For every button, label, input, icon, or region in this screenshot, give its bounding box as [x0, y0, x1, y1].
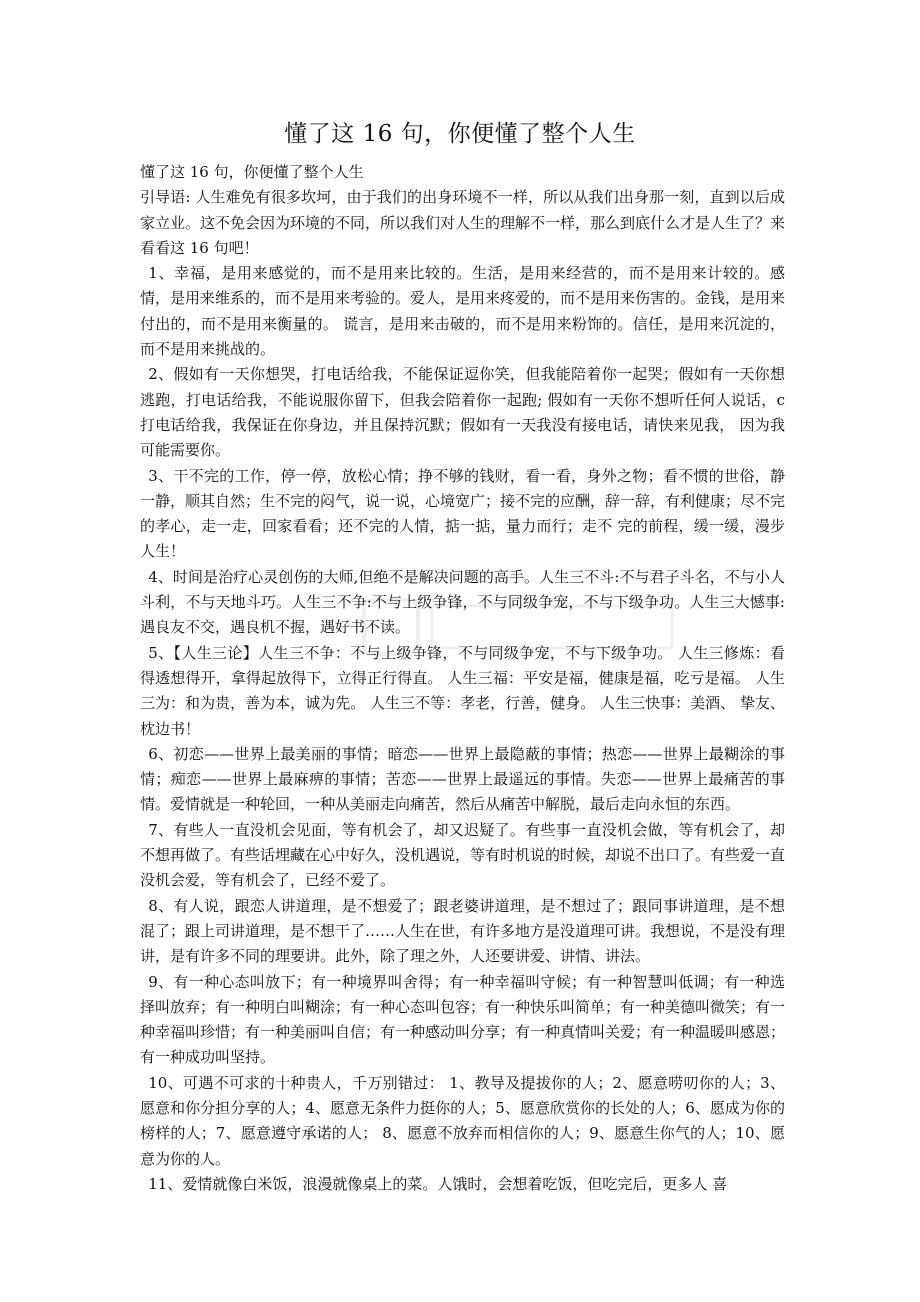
paragraph-intro: 引导语: 人生难免有很多坎坷，由于我们的出身环境不一样，所以从我们出身那一刻，直到以后成家立业。这不免会因为环境的不同，所以我们对人生的理解不一样，那么到底什么才是人生了？来看看这 16 句吧！ — [140, 188, 786, 257]
paragraph-item-10: 10、可遇不可求的十种贵人，千万别错过： 1、教导及提拔你的人；2、愿意唠叨你的人；3、愿意和你分担分享的人；4、愿意无条件力挺你的人；5、愿意欣赏你的长处的人；6、愿成为你的榜样的人；7、愿意遵守承诺的人； 8、愿意不放弃而相信你的人；9、愿意生你气的人；10、愿意为你的人。 — [140, 1073, 785, 1168]
document-body — [140, 160, 785, 1197]
paragraph-item-2: 2、假如有一天你想哭，打电话给我，不能保证逗你笑，但我能陪着你一起哭；假如有一天你想逃跑，打电话给我，不能说服你留下，但我会陪着你一起跑; 假如有一天你不想听任何人说话，c 打电话给我，我保证在你身边，并且保持沉默；假如有一天我没有接电话，请快来见我， 因为我可能需要你。 — [140, 365, 785, 460]
paragraph-item-1: 1、幸福，是用来感觉的，而不是用来比较的。生活，是用来经营的，而不是用来计较的。感情，是用来维系的，而不是用来考验的。爱人，是用来疼爱的，而不是用来伤害的。金钱，是用来付出的，而不是用来衡量的。 谎言，是用来击破的，而不是用来粉饰的。信任，是用来沉淀的，而不是用来挑战的。 — [140, 264, 786, 359]
paragraph-item-7: 7、有些人一直没机会见面，等有机会了，却又迟疑了。有些事一直没机会做，等有机会了，却不想再做了。有些话埋藏在心中好久，没机遇说，等有时机说的时候，却说不出口了。有些爱一直没机会爱，等有机会了，已经不爱了。 — [140, 820, 786, 890]
paragraph-item-11: 11、爱情就像白米饭，浪漫就像桌上的菜。人饿时，会想着吃饭，但吃完后，更多人 喜 — [148, 1174, 728, 1193]
paragraph-item-3: 3、干不完的工作，停一停，放松心情；挣不够的钱财，看一看，身外之物；看不惯的世俗，静一静，顺其自然；生不完的闷气，说一说，心境宽广；接不完的应酬，辞一辞，有利健康；尽不完的孝心，走一走，回家看看；还不完的人情，掂一掂，量力而行；走不 完的前程，缓一缓，漫步人生！ — [140, 466, 786, 561]
paragraph-item-9: 9、有一种心态叫放下；有一种境界叫舍得；有一种幸福叫守候；有一种智慧叫低调；有一种选择叫放弃；有一种明白叫糊涂；有一种心态叫包容；有一种快乐叫简单；有一种美德叫微笑；有一种幸福叫珍惜；有一种美丽叫自信；有一种感动叫分享；有一种真情叫关爱；有一种温暖叫感恩；有一种成功叫坚持。 — [140, 972, 786, 1067]
paragraph-subtitle: 懂了这 16 句，你便懂了整个人生 — [140, 163, 364, 181]
paragraph-item-6: 6、初恋——世界上最美丽的事情；暗恋——世界上最隐蔽的事情；热恋——世界上最糊涂的事情；痴恋——世界上最麻痹的事情；苦恋——世界上最遥远的事情。失恋——世界上最痛苦的事情。爱情就是一种轮回，一种从美丽走向痛苦，然后从痛苦中解脱，最后走向永恒的东西。 — [140, 744, 785, 814]
document-title: 懂了这 16 句，你便懂了整个人生 — [284, 121, 636, 147]
paragraph-item-8: 8、有人说，跟恋人讲道理，是不想爱了；跟老婆讲道理，是不想过了；跟同事讲道理，是不想混了；跟上司讲道理，是不想干了……人生在世，有许多地方是没道理可讲。我想说，不是没有理讲，是有许多不同的理要讲。此外，除了理之外，人还要讲爱、讲情、讲法。 — [140, 896, 786, 966]
paragraph-item-4: 4、时间是治疗心灵创伤的大师,但绝不是解决问题的高手。人生三不斗:不与君子斗名，不与小人斗利，不与天地斗巧。人生三不争:不与上级争锋，不与同级争宠，不与下级争功。人生三大憾事:遇良友不交，遇良机不握，遇好书不读。 — [140, 567, 785, 637]
paragraph-item-5: 5、【人生三论】人生三不争：不与上级争锋，不与同级争宠，不与下级争功。 人生三修炼：看得透想得开，拿得起放得下，立得正行得直。 人生三福：平安是福，健康是福，吃亏是福。 人生三为：和为贵，善为本，诚为先。 人生三不等：孝老，行善，健身。 人生三快事：美酒、 挚友、 枕边书！ — [140, 643, 785, 738]
